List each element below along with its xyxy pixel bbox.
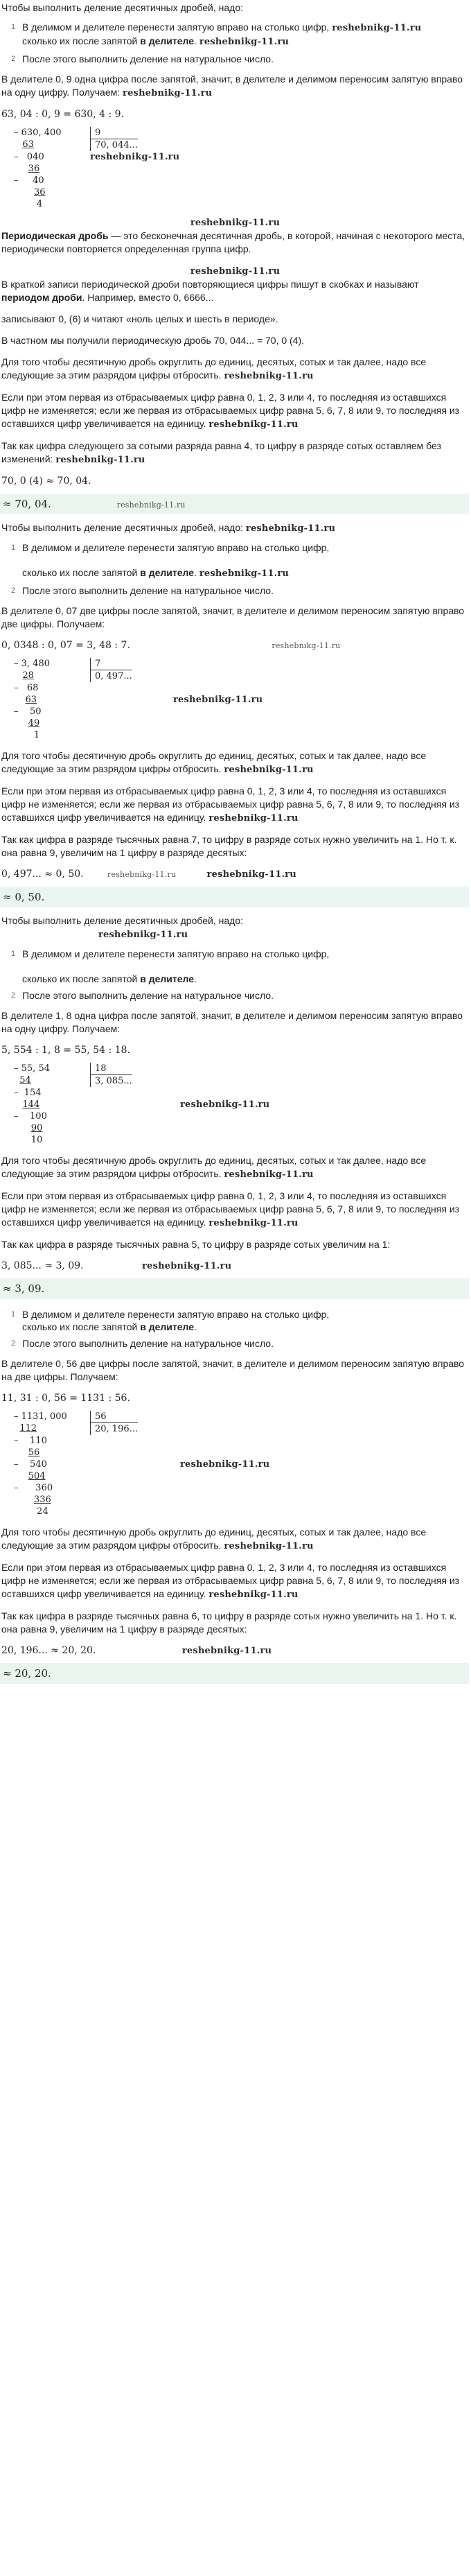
watermark: reshebnikg-11.ru <box>272 641 341 650</box>
steps-list <box>1 19 469 67</box>
watermark: reshebnikg-11.ru <box>224 1169 314 1180</box>
watermark: reshebnikg-11.ru <box>224 371 314 381</box>
rounding-condition: Если при этом первая из отбрасываемых цифр равна 0, 1, 2, 3 или 4, то последняя из оставшихся цифр не изменяется; если же первая из отбрасываемых цифр равна 5, 6, 7, 8 или 9, то последняя из оставшихся цифр увеличивается на единицу. reshebnikg-11.ru <box>1 785 460 824</box>
intro-text: Чтобы выполнить деление десятичных дробей, надо: <box>1 2 243 13</box>
watermark: reshebnikg-11.ru <box>208 1590 299 1600</box>
watermark: reshebnikg-11.ru <box>173 695 263 705</box>
definition: Периодическая дробь — это бесконечная десятичная дробь, в которой, начиная с некоторого места, периодически повторяется определенная группа цифр. <box>1 230 465 254</box>
watermark: reshebnikg-11.ru <box>208 813 299 824</box>
answer-box: ≈ 3, 09. <box>0 1278 469 1299</box>
watermark: reshebnikg-11.ru <box>224 765 314 775</box>
long-division: – 630, 400 9 63 70, 044... – 040 reshebnikg-11.ru 36 – 40 36 4 <box>14 128 180 209</box>
result-line: 3, 085... ≈ 3, 09. reshebnikg-11.ru <box>1 1260 232 1271</box>
paragraph: В частном мы получили периодическую дробь 70, 044... = 70, 0 (4). <box>1 335 305 346</box>
result-line: 70, 0 (4) ≈ 70, 04. <box>1 476 91 487</box>
rounding-rule: Для того чтобы десятичную дробь округлить до единиц, десятых, сотых и так далее, надо все следующие за этим разрядом цифры отбросить. reshebnikg-11.ru <box>1 1526 427 1551</box>
rounding-condition: Если при этом первая из отбрасываемых цифр равна 0, 1, 2, 3 или 4, то последняя из оставшихся цифр не изменяется; если же первая из отбрасываемых цифр равна 5, 6, 7, 8 или 9, то последняя из оставшихся цифр увеличивается на единицу. reshebnikg-11.ru <box>1 1190 460 1228</box>
rounding-rule: Для того чтобы десятичную дробь округлить до единиц, десятых, сотых и так далее, надо все следующие за этим разрядом цифры отбросить. reshebnikg-11.ru <box>1 356 427 381</box>
paragraph: В краткой записи периодической дроби повторяющиеся цифры пишут в скобках и называют периодом дроби. Например, вместо 0, 6666... <box>1 279 419 303</box>
long-division: – 3, 480 7 28 0, 497... – 68 63 reshebnikg-11.ru – 50 49 1 <box>14 659 263 740</box>
watermark: reshebnikg-11.ru <box>245 523 336 534</box>
watermark: reshebnikg-11.ru <box>116 501 186 510</box>
list-item: 1 В делимом и делителе перенести запятую вправо на столько цифр, сколько их после запятой в делителе. <box>11 1309 330 1332</box>
equation: 63, 04 : 0, 9 = 630, 4 : 9. <box>1 109 124 120</box>
paragraph: Так как цифра в разряде тысячных равна 6, то цифру в разряде сотых нужно увеличить на 1. Но т. к. она равна 9, увеличим на 1 цифру в разряде десятых: <box>1 1610 457 1635</box>
answer-box: ≈ 20, 20. <box>0 1663 469 1684</box>
watermark: reshebnikg-11.ru <box>332 23 422 33</box>
solution-block-1 <box>1 1 469 514</box>
list-item: 2 После этого выполнить деление на натуральное число. <box>11 1338 274 1349</box>
answer-box: ≈ 0, 50. <box>0 887 469 907</box>
watermark: reshebnikg-11.ru <box>180 1459 270 1470</box>
list-item: 1 В делимом и делителе перенести запятую вправо на столько цифр, сколько их после запятой в делителе. <box>11 948 330 984</box>
equation: 5, 554 : 1, 8 = 55, 54 : 18. <box>1 1045 130 1056</box>
watermark: reshebnikg-11.ru <box>208 1218 299 1228</box>
watermark: reshebnikg-11.ru <box>181 1646 272 1656</box>
paragraph: В делителе 0, 9 одна цифра после запятой, значит, в делителе и делимом переносим запятую вправо на одну цифру. Получаем: reshebnikg-11.ru <box>1 73 463 98</box>
steps-list <box>1 1306 469 1352</box>
rounding-rule: Для того чтобы десятичную дробь округлить до единиц, десятых, сотых и так далее, надо все следующие за этим разрядом цифры отбросить. reshebnikg-11.ru <box>1 750 427 775</box>
list-item: 2 После этого выполнить деление на натуральное число. <box>11 53 274 64</box>
long-division: – 1131, 000 56 112 20, 196... – 110 56 – 540 reshebnikg-11.ru 504 – 360 336 24 <box>14 1411 270 1517</box>
result-line: 20, 196... ≈ 20, 20. reshebnikg-11.ru <box>1 1645 272 1656</box>
intro-text: Чтобы выполнить деление десятичных дробей, надо: <box>1 915 243 926</box>
paragraph: Так как цифра следующего за сотыми разряда равна 4, то цифру в разряде сотых оставляем без изменений: reshebnikg-11.ru <box>1 440 441 465</box>
watermark: reshebnikg-11.ru <box>206 869 296 880</box>
paragraph: Так как цифра в разряде тысячных равна 5, то цифру в разряде сотых увеличим на 1: <box>1 1239 391 1250</box>
rounding-condition: Если при этом первая из отбрасываемых цифр равна 0, 1, 2, 3 или 4, то последняя из оставшихся цифр не изменяется; если же первая из отбрасываемых цифр равна 5, 6, 7, 8 или 9, то последняя из оставшихся цифр увеличивается на единицу. reshebnikg-11.ru <box>1 1562 460 1600</box>
list-item: 2 После этого выполнить деление на натуральное число. <box>11 585 274 596</box>
watermark: reshebnikg-11.ru <box>123 88 213 98</box>
watermark: reshebnikg-11.ru <box>224 1541 314 1551</box>
watermark: reshebnikg-11.ru <box>199 37 290 47</box>
steps-list <box>1 946 469 1004</box>
answer-box: ≈ 70, 04. reshebnikg-11.ru <box>0 494 469 514</box>
watermark: reshebnikg-11.ru <box>107 870 177 879</box>
list-item: 1 В делимом и делителе перенести запятую вправо на столько цифр, reshebnikg-11.ru сколько их после запятой в делителе. reshebnikg-11.ru <box>11 21 422 47</box>
rounding-rule: Для того чтобы десятичную дробь округлить до единиц, десятых, сотых и так далее, надо все следующие за этим разрядом цифры отбросить. reshebnikg-11.ru <box>1 1155 427 1180</box>
equation: 11, 31 : 0, 56 = 1131 : 56. <box>1 1393 130 1404</box>
watermark: reshebnikg-11.ru <box>180 1099 270 1110</box>
list-item: 2 После этого выполнить деление на натуральное число. <box>11 990 274 1001</box>
paragraph: В делителе 0, 07 две цифры после запятой, значит, в делителе и делимом переносим запятую вправо две цифры. Получаем: <box>1 605 465 629</box>
paragraph: В делителе 0, 56 две цифры после запятой, значит, в делителе и делимом переносим запятую вправо на две цифры. Получаем: <box>1 1358 465 1382</box>
result-line: 0, 497... ≈ 0, 50. reshebnikg-11.ru reshebnikg-11.ru <box>1 869 296 880</box>
paragraph: В делителе 1, 8 одна цифра после запятой, значит, в делителе и делимом переносим запятую вправо на одну цифру. Получаем: <box>1 1010 463 1034</box>
watermark: reshebnikg-11.ru <box>190 266 281 277</box>
watermark: reshebnikg-11.ru <box>208 419 299 430</box>
long-division: – 55, 54 18 54 3, 085... – 154 144 reshebnikg-11.ru – 100 90 10 <box>14 1063 270 1145</box>
paragraph: Так как цифра в разряде тысячных равна 7, то цифру в разряде сотых нужно увеличить на 1. Но т. к. она равна 9, увеличим на 1 цифру в разряде десятых: <box>1 834 457 858</box>
intro-text: Чтобы выполнить деление десятичных дробей, надо: reshebnikg-11.ru <box>1 522 336 534</box>
watermark: reshebnikg-11.ru <box>199 568 290 579</box>
paragraph: записывают 0, (6) и читают «ноль целых и шесть в периоде». <box>1 313 278 324</box>
steps-list <box>1 539 469 599</box>
rounding-condition: Если при этом первая из отбрасываемых цифр равна 0, 1, 2, 3 или 4, то последняя из оставшихся цифр не изменяется; если же первая из отбрасываемых цифр равна 5, 6, 7, 8 или 9, то последняя из оставшихся цифр увеличивается на единицу. reshebnikg-11.ru <box>1 392 460 430</box>
equation: 0, 0348 : 0, 07 = 3, 48 : 7. reshebnikg-11.ru <box>1 640 341 651</box>
list-item: 1 В делимом и делителе перенести запятую вправо на столько цифр, сколько их после запятой в делителе. reshebnikg-11.ru <box>11 542 330 579</box>
watermark: reshebnikg-11.ru <box>98 930 188 940</box>
solution-block-2 <box>1 521 469 907</box>
watermark: reshebnikg-11.ru <box>90 152 180 162</box>
watermark: reshebnikg-11.ru <box>142 1261 232 1271</box>
solution-block-3 <box>1 914 469 1299</box>
solution-block-4 <box>1 1306 469 1684</box>
watermark: reshebnikg-11.ru <box>190 218 281 228</box>
watermark: reshebnikg-11.ru <box>55 455 145 465</box>
